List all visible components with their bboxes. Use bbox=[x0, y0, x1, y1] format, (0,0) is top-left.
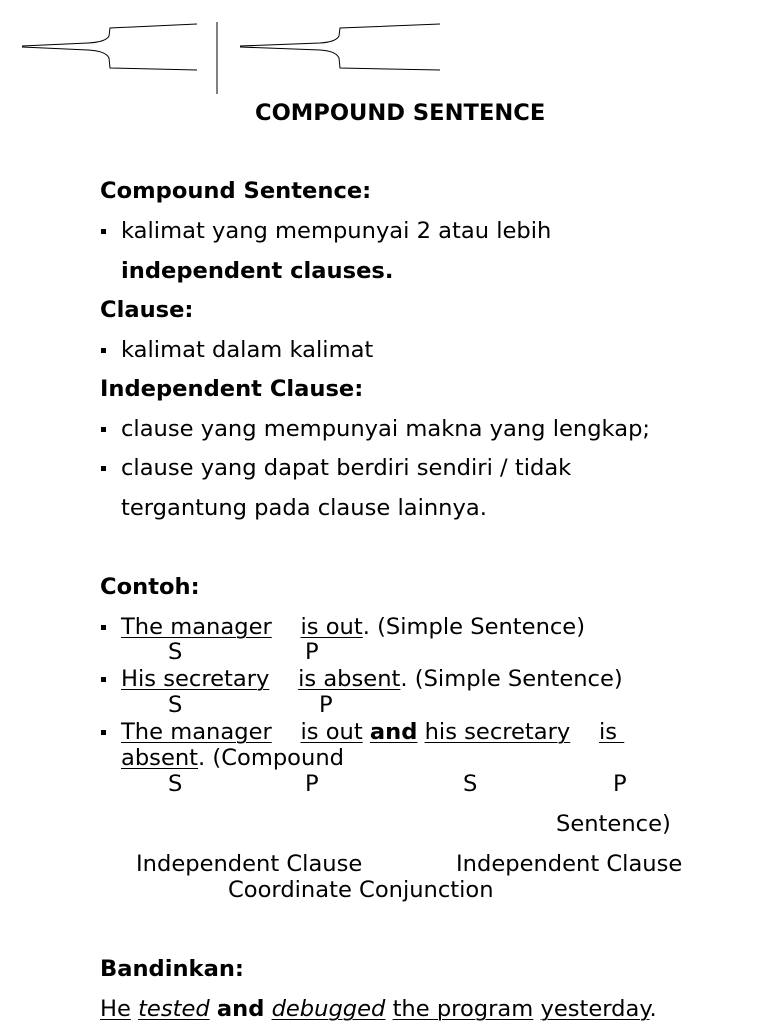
bullet-marker bbox=[101, 466, 106, 471]
comparison-heading: Bandinkan: bbox=[100, 956, 244, 982]
independent-clause-definition-2-line-2: tergantung pada clause lainnya. bbox=[121, 495, 487, 521]
bullet-marker bbox=[101, 625, 106, 630]
example-2-subject: His secretary bbox=[121, 666, 270, 692]
example-3-sentence-line-2 bbox=[121, 745, 344, 771]
example-1-subject-label: S bbox=[168, 639, 183, 665]
comparison-verb-2: debugged bbox=[271, 996, 386, 1022]
example-3-conjunction: and bbox=[369, 719, 418, 745]
example-3-predicate-1-label: P bbox=[305, 771, 319, 797]
comparison-subject: He bbox=[100, 996, 131, 1022]
example-1-predicate-label: P bbox=[305, 639, 319, 665]
compound-sentence-heading: Compound Sentence: bbox=[100, 178, 372, 204]
example-3-predicate-2-label: P bbox=[613, 771, 627, 797]
example-3-tail: . (Compound bbox=[198, 745, 344, 771]
example-3-conjunction-label: Coordinate Conjunction bbox=[228, 877, 494, 903]
example-3-subject-2: his secretary bbox=[424, 719, 571, 745]
clause-heading: Clause: bbox=[100, 297, 194, 323]
example-2-subject-label: S bbox=[168, 692, 183, 718]
example-3-predicate-1: is out bbox=[300, 719, 363, 745]
bullet-marker bbox=[101, 229, 106, 234]
example-2-predicate: is absent bbox=[298, 666, 401, 692]
comparison-end-punctuation: . bbox=[649, 996, 657, 1022]
example-3-clause-2-label: Independent Clause bbox=[456, 851, 683, 877]
example-3-predicate-2-part-2: absent bbox=[121, 745, 199, 771]
bullet-marker bbox=[101, 677, 106, 682]
example-3-subject-2-label: S bbox=[463, 771, 478, 797]
independent-clause-heading: Independent Clause: bbox=[100, 376, 364, 402]
bullet-marker bbox=[101, 427, 106, 432]
page-title: COMPOUND SENTENCE bbox=[255, 100, 546, 126]
example-1-sentence bbox=[121, 614, 585, 640]
comparison-time: yesterday bbox=[540, 996, 650, 1022]
example-3-subject-1-label: S bbox=[168, 771, 183, 797]
example-2-predicate-label: P bbox=[319, 692, 333, 718]
bullet-marker bbox=[101, 348, 106, 353]
examples-heading: Contoh: bbox=[100, 574, 200, 600]
header-decoration bbox=[0, 0, 768, 100]
comparison-object: the program bbox=[392, 996, 534, 1022]
comparison-conjunction: and bbox=[216, 996, 265, 1022]
clause-definition: kalimat dalam kalimat bbox=[121, 337, 374, 363]
example-1-tail: . (Simple Sentence) bbox=[362, 614, 586, 640]
comparison-verb-1: tested bbox=[138, 996, 210, 1022]
example-1-subject: The manager bbox=[121, 614, 272, 640]
pen-nib-right-decoration bbox=[240, 24, 440, 70]
compound-sentence-definition-line-1: kalimat yang mempunyai 2 atau lebih bbox=[121, 218, 552, 244]
independent-clause-definition-1: clause yang mempunyai makna yang lengkap; bbox=[121, 416, 651, 442]
example-3-predicate-2-part-1: is bbox=[599, 719, 625, 745]
comparison-sentence bbox=[100, 996, 657, 1022]
example-1-predicate: is out bbox=[300, 614, 363, 640]
example-3-sentence-line-1 bbox=[121, 719, 624, 745]
example-3-tail-continuation: Sentence) bbox=[556, 811, 671, 837]
example-3-subject-1: The manager bbox=[121, 719, 272, 745]
compound-sentence-definition-line-2: independent clauses. bbox=[121, 258, 394, 284]
bullet-marker bbox=[101, 730, 106, 735]
example-3-clause-1-label: Independent Clause bbox=[136, 851, 363, 877]
independent-clause-definition-2-line-1: clause yang dapat berdiri sendiri / tidak bbox=[121, 455, 572, 481]
example-2-sentence bbox=[121, 666, 623, 692]
pen-nib-left-decoration bbox=[22, 24, 197, 70]
example-2-tail: . (Simple Sentence) bbox=[400, 666, 623, 692]
